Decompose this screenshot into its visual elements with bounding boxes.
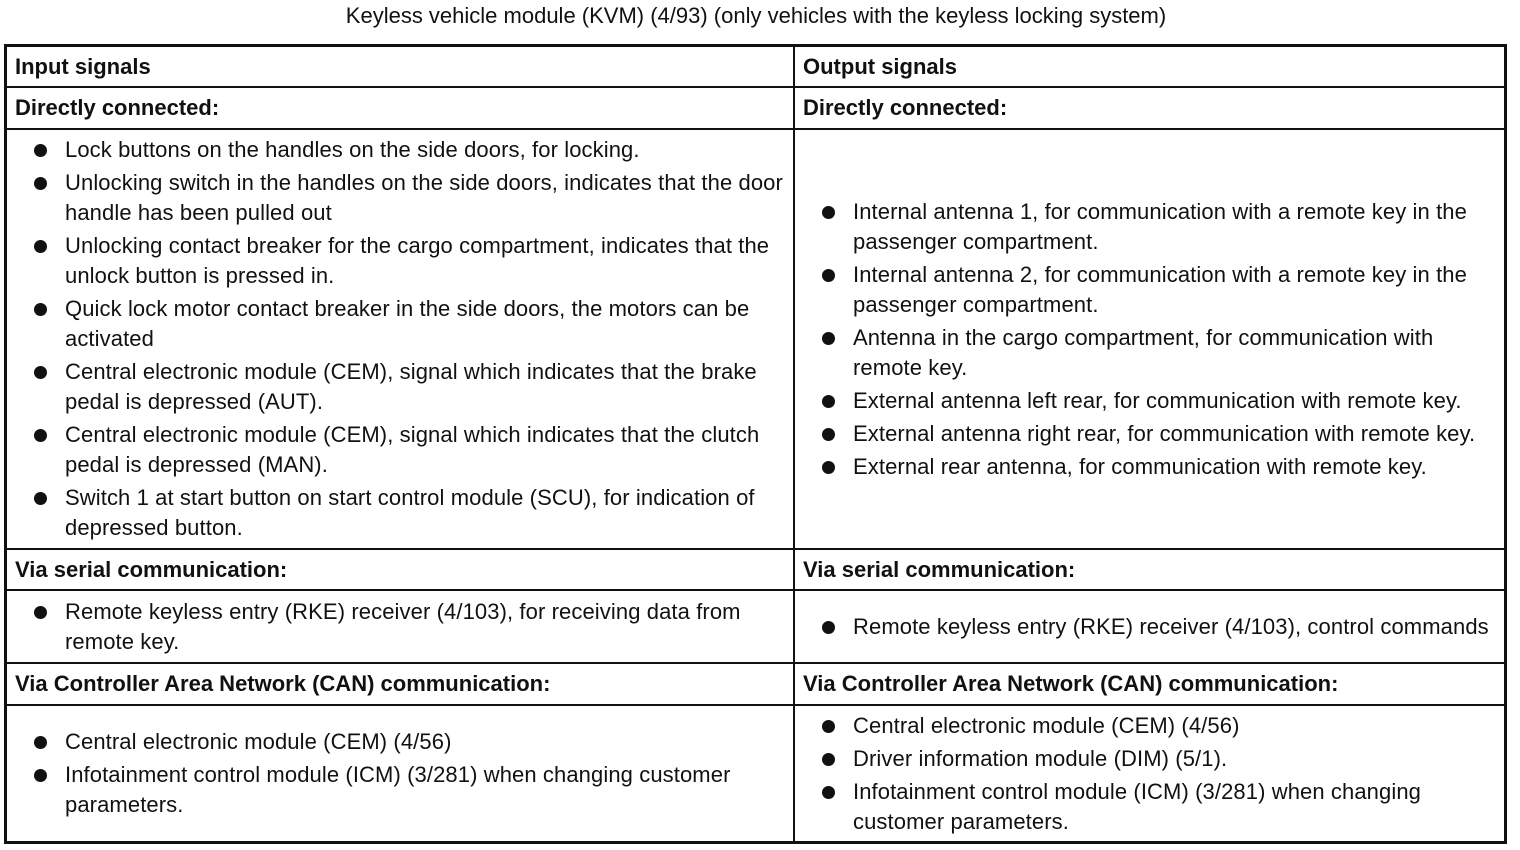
bullet-icon — [822, 395, 835, 408]
output-list-serial — [803, 612, 1496, 642]
bullet-icon — [34, 144, 47, 157]
list-item-text: External antenna left rear, for communication with remote key. — [853, 387, 1462, 413]
list-item-text: Central electronic module (CEM), signal which indicates that the brake pedal is depressed (AUT). — [65, 359, 757, 414]
list-item-text: External antenna right rear, for communication with remote key. — [853, 420, 1476, 446]
bullet-icon — [822, 720, 835, 733]
list-item — [820, 452, 1496, 482]
bullet-icon — [822, 269, 835, 282]
bullet-icon — [34, 736, 47, 749]
list-item — [820, 419, 1496, 449]
input-list-cell-serial — [7, 591, 795, 664]
list-item — [32, 597, 785, 657]
list-item — [32, 168, 785, 228]
list-item — [32, 727, 785, 757]
list-item — [32, 760, 785, 820]
output-list-directly-connected — [803, 197, 1496, 482]
bullet-icon — [34, 606, 47, 619]
output-list-cell-directly-connected — [795, 130, 1504, 550]
list-item-text: Infotainment control module (ICM) (3/281) when changing customer parameters. — [65, 762, 731, 817]
list-item-text: Internal antenna 2, for communication with a remote key in the passenger compartment. — [853, 261, 1467, 317]
section-title-output-directly-connected: Directly connected: — [795, 88, 1504, 130]
list-item — [820, 744, 1496, 774]
list-item-text: Infotainment control module (ICM) (3/281) when changing customer parameters. — [853, 778, 1422, 834]
table-caption: Keyless vehicle module (KVM) (4/93) (only vehicles with the keyless locking system) — [345, 3, 1167, 28]
output-signals-header: Output signals — [795, 47, 1504, 88]
bullet-icon — [34, 429, 47, 442]
list-item — [32, 420, 785, 480]
list-item — [820, 612, 1496, 642]
list-item-text: Antenna in the cargo compartment, for communication with remote key. — [853, 324, 1434, 380]
section-title-output-can: Via Controller Area Network (CAN) communication: — [795, 664, 1504, 706]
input-list-directly-connected — [15, 135, 785, 543]
bullet-icon — [822, 621, 835, 634]
bullet-icon — [822, 786, 835, 799]
list-item — [820, 386, 1496, 416]
bullet-icon — [34, 366, 47, 379]
bullet-icon — [822, 753, 835, 766]
section-title-input-serial: Via serial communication: — [7, 550, 795, 591]
list-item — [820, 260, 1496, 320]
list-item-text: Driver information module (DIM) (5/1). — [853, 745, 1228, 771]
list-item — [820, 197, 1496, 257]
signals-table — [4, 44, 1507, 844]
section-title-output-serial: Via serial communication: — [795, 550, 1504, 591]
list-item — [32, 135, 785, 165]
list-item-text: Central electronic module (CEM), signal which indicates that the clutch pedal is depressed (MAN). — [65, 422, 760, 477]
list-item-text: Central electronic module (CEM) (4/56) — [853, 712, 1240, 738]
list-item-text: Switch 1 at start button on start control module (SCU), for indication of depressed button. — [65, 485, 755, 540]
section-title-input-directly-connected: Directly connected: — [7, 88, 795, 130]
input-list-can — [15, 727, 785, 820]
list-item-text: Central electronic module (CEM) (4/56) — [65, 729, 452, 754]
input-list-serial — [15, 597, 785, 657]
bullet-icon — [34, 177, 47, 190]
list-item — [32, 231, 785, 291]
section-title-input-can: Via Controller Area Network (CAN) communication: — [7, 664, 795, 706]
bullet-icon — [34, 303, 47, 316]
list-item-text: Remote keyless entry (RKE) receiver (4/103), for receiving data from remote key. — [65, 598, 741, 654]
bullet-icon — [822, 206, 835, 219]
bullet-icon — [34, 492, 47, 505]
bullet-icon — [822, 332, 835, 345]
bullet-icon — [822, 428, 835, 441]
bullet-icon — [822, 461, 835, 474]
list-item-text: Remote keyless entry (RKE) receiver (4/103), control commands — [853, 613, 1489, 639]
list-item — [820, 323, 1496, 383]
list-item — [32, 483, 785, 543]
input-signals-header: Input signals — [7, 47, 795, 88]
list-item — [32, 357, 785, 417]
list-item — [820, 711, 1496, 741]
list-item-text: Quick lock motor contact breaker in the side doors, the motors can be activated — [65, 296, 750, 351]
output-list-can — [803, 711, 1496, 837]
bullet-icon — [34, 240, 47, 253]
list-item-text: Lock buttons on the handles on the side doors, for locking. — [65, 137, 640, 162]
list-item-text: Internal antenna 1, for communication with a remote key in the passenger compartment. — [853, 198, 1467, 254]
output-list-cell-serial — [795, 591, 1504, 664]
list-item-text: Unlocking contact breaker for the cargo compartment, indicates that the unlock button is pressed in. — [65, 233, 770, 288]
bullet-icon — [34, 769, 47, 782]
input-list-cell-can — [7, 706, 795, 841]
input-list-cell-directly-connected — [7, 130, 795, 550]
output-list-cell-can — [795, 706, 1504, 841]
list-item — [32, 294, 785, 354]
list-item-text: External rear antenna, for communication with remote key. — [853, 453, 1427, 479]
list-item — [820, 777, 1496, 837]
list-item-text: Unlocking switch in the handles on the side doors, indicates that the door handle has been pulled out — [65, 170, 783, 225]
